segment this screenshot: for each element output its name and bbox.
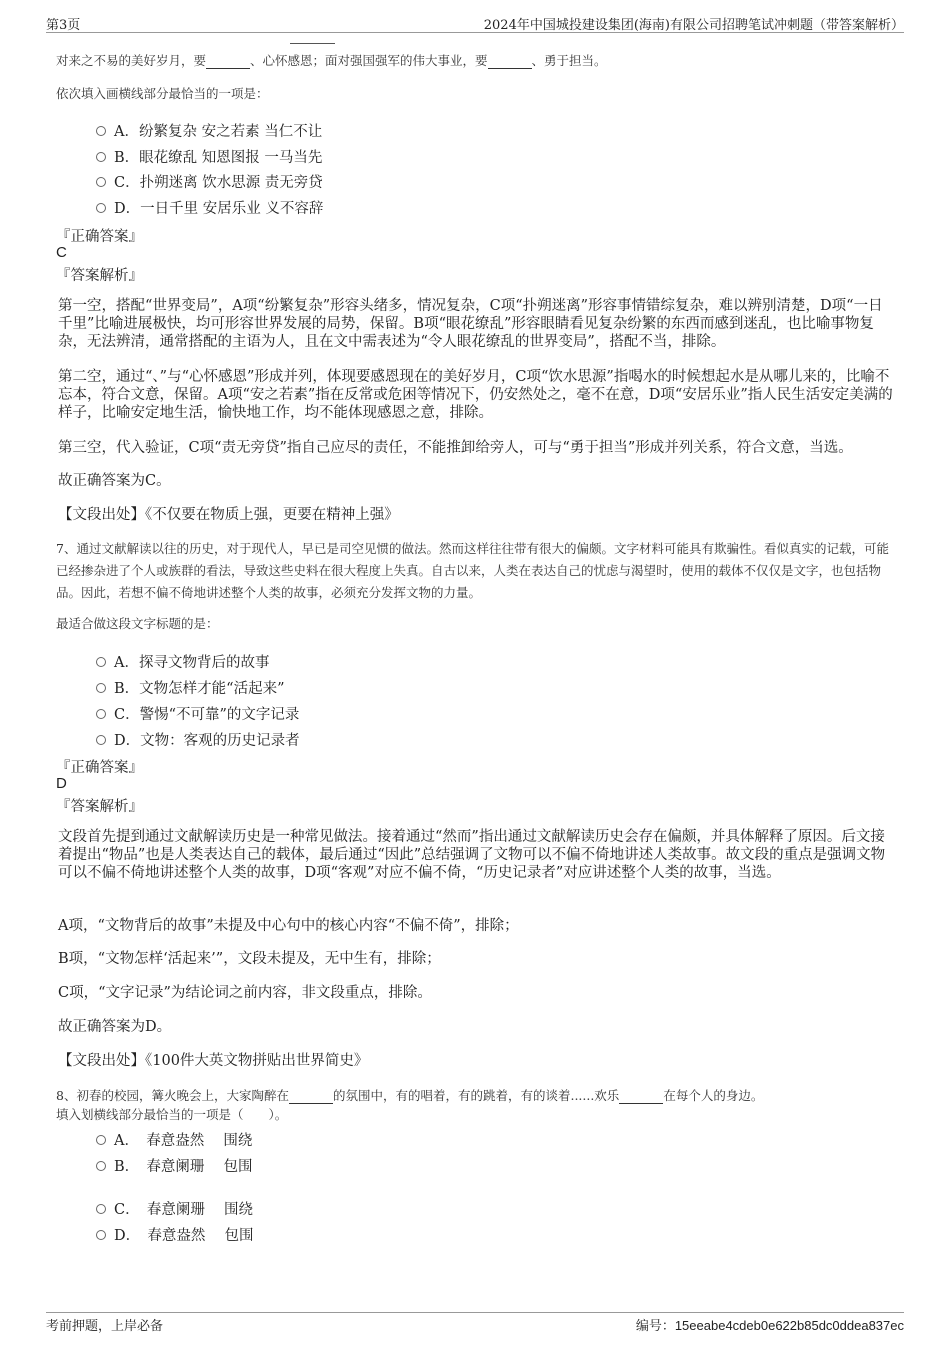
q8-stem bbox=[56, 1086, 763, 1104]
q7-analysis-p5: 故正确答案为D。 bbox=[58, 1019, 172, 1035]
q7-prompt: 最适合做这段文字标题的是： bbox=[56, 616, 219, 631]
radio-icon[interactable] bbox=[96, 126, 106, 136]
code-label: 编号： bbox=[635, 1319, 675, 1334]
radio-icon[interactable] bbox=[96, 1230, 106, 1240]
q7-answer: D bbox=[56, 775, 67, 792]
radio-icon[interactable] bbox=[96, 177, 106, 187]
q7-answer-label: 『正确答案』 bbox=[56, 760, 143, 776]
q6-option-b[interactable] bbox=[96, 146, 322, 167]
option-label: C． 春意阑珊 围绕 bbox=[114, 1202, 253, 1218]
page-header bbox=[46, 14, 904, 33]
radio-icon[interactable] bbox=[96, 735, 106, 745]
q6-analysis-p1: 第一空，搭配“世界变局”，A项“纷繁复杂”形容头绪多，情况复杂，C项“扑朔迷离”形容事情错综复杂，难以辨别清楚，D项“一日千里”比喻进展极快，均可形容世界发展的局势，保留。B项“眼花缭乱”形容眼睛看见复杂纷繁的东西而感到迷乱，也比喻事物复杂，无法辨清，通常搭配的主语为人，且在文中需表述为“令人眼花缭乱的世界变局”，搭配不当，排除。 bbox=[58, 298, 883, 350]
q7-analysis-p2: A项，“文物背后的故事”未提及中心句中的核心内容“不偏不倚”，排除； bbox=[58, 918, 519, 934]
q7-option-c[interactable] bbox=[96, 703, 299, 724]
q8-option-a[interactable] bbox=[96, 1129, 252, 1150]
blank bbox=[488, 53, 532, 69]
blank bbox=[619, 1088, 663, 1104]
q8-stem-part: 在每个人的身边。 bbox=[663, 1088, 764, 1103]
q8-option-c[interactable] bbox=[96, 1198, 253, 1219]
radio-icon[interactable] bbox=[96, 1204, 106, 1214]
q6-prompt: 依次填入画横线部分最恰当的一项是： bbox=[56, 86, 269, 101]
blank bbox=[289, 1088, 333, 1104]
q7-analysis-label: 『答案解析』 bbox=[56, 799, 143, 815]
q8-option-b[interactable] bbox=[96, 1155, 253, 1176]
q6-stem-part: 、心怀感恩；面对强国强军的伟大事业，要 bbox=[250, 53, 488, 68]
q7-option-d[interactable] bbox=[96, 729, 300, 750]
q7-analysis-p4: C项，“文字记录”为结论词之前内容，非文段重点，排除。 bbox=[58, 985, 432, 1001]
code-value: 15eeabe4cdeb0e622b85dc0ddea837ec bbox=[674, 1318, 904, 1333]
radio-icon[interactable] bbox=[96, 683, 106, 693]
q6-analysis-p3: 第三空，代入验证，C项“责无旁贷”指自己应尽的责任，不能推卸给旁人，可与“勇于担当”形成并列关系，符合文意，当选。 bbox=[58, 440, 853, 456]
page-number: 第3页 bbox=[46, 18, 81, 33]
option-label: B．眼花缭乱 知恩图报 一马当先 bbox=[114, 150, 323, 166]
q6-option-d[interactable] bbox=[96, 197, 323, 218]
q6-answer: C bbox=[56, 244, 67, 261]
document-title: 2024年中国城投建设集团(海南)有限公司招聘笔试冲刺题（带答案解析） bbox=[483, 18, 904, 33]
q6-stem-part: 对来之不易的美好岁月，要 bbox=[56, 53, 207, 68]
option-label: D．文物：客观的历史记录者 bbox=[114, 733, 300, 749]
blank bbox=[206, 53, 250, 69]
q6-analysis-label: 『答案解析』 bbox=[56, 268, 143, 284]
q6-source: 【文段出处】《不仅要在物质上强，更要在精神上强》 bbox=[58, 507, 399, 523]
option-label: A．纷繁复杂 安之若素 当仁不让 bbox=[114, 124, 323, 140]
q6-answer-label: 『正确答案』 bbox=[56, 229, 143, 245]
radio-icon[interactable] bbox=[96, 203, 106, 213]
q6-analysis-p2: 第二空，通过“、”与“心怀感恩”形成并列，体现要感恩现在的美好岁月，C项“饮水思源”指喝水的时候想起水是从哪儿来的，比喻不忘本，符合文意，保留。A项“安之若素”指在反常或危困等情况下，仍安然处之，毫不在意，D项“安居乐业”指人民生活安定美满的样子，比喻安定地生活，愉快地工作，均不能体现感恩之意，排除。 bbox=[58, 369, 893, 421]
radio-icon[interactable] bbox=[96, 709, 106, 719]
divider bbox=[290, 43, 335, 44]
option-label: A．探寻文物背后的故事 bbox=[114, 655, 270, 671]
option-label: D．一日千里 安居乐业 义不容辞 bbox=[114, 201, 324, 217]
q8-prompt: 填入划横线部分最恰当的一项是（ ）。 bbox=[56, 1107, 288, 1122]
q6-option-c[interactable] bbox=[96, 171, 323, 192]
q7-stem: 7、通过文献解读以往的历史，对于现代人，早已是司空见惯的做法。然而这样往往带有很大的偏颇。文字材料可能具有欺骗性。看似真实的记载，可能已经掺杂进了个人或族群的看法，导致这些史料在很大程度上失真。自古以来，人类在表达自己的忧虑与渴望时，使用的载体不仅仅是文字，也包括物品。因此，若想不偏不倚地讲述整个人类的故事，必须充分发挥文物的力量。 bbox=[56, 541, 889, 600]
q7-option-a[interactable] bbox=[96, 651, 269, 672]
q8-option-d[interactable] bbox=[96, 1224, 253, 1245]
option-label: D． 春意盎然 包围 bbox=[114, 1228, 254, 1244]
radio-icon[interactable] bbox=[96, 152, 106, 162]
page-footer bbox=[46, 1312, 904, 1335]
q7-option-b[interactable] bbox=[96, 677, 284, 698]
option-label: C．扑朔迷离 饮水思源 责无旁贷 bbox=[114, 175, 323, 191]
q8-stem-part: 的氛围中，有的唱着，有的跳着，有的谈着......欢乐 bbox=[332, 1088, 620, 1103]
footer-slogan: 考前押题，上岸必备 bbox=[46, 1319, 164, 1334]
q7-analysis-p1: 文段首先提到通过文献解读历史是一种常见做法。接着通过“然而”指出通过文献解读历史会存在偏颇，并具体解释了原因。后文接着提出“物品”也是人类表达自己的载体，最后通过“因此”总结强调了文物可以不偏不倚地讲述人类故事。故文段的重点是强调文物可以不偏不倚地讲述整个人类的故事，D项“客观”对应不偏不倚，“历史记录者”对应讲述整个人类的故事，当选。 bbox=[58, 829, 886, 881]
option-label: C．警惕“不可靠”的文字记录 bbox=[114, 707, 300, 723]
q7-source: 【文段出处】《100件大英文物拼贴出世界简史》 bbox=[58, 1053, 369, 1069]
option-label: B． 春意阑珊 包围 bbox=[114, 1159, 253, 1175]
option-label: A． 春意盎然 围绕 bbox=[114, 1133, 253, 1149]
q6-analysis-p4: 故正确答案为C。 bbox=[58, 473, 171, 489]
q6-option-a[interactable] bbox=[96, 120, 322, 141]
q6-stem-line bbox=[56, 51, 607, 69]
q6-stem-part: 、勇于担当。 bbox=[531, 53, 607, 68]
q8-stem-part: 8、初春的校园，篝火晚会上，大家陶醉在 bbox=[56, 1088, 289, 1103]
document-id bbox=[636, 1315, 904, 1334]
option-label: B．文物怎样才能“活起来” bbox=[114, 681, 285, 697]
q7-analysis-p3: B项，“文物怎样‘活起来’”，文段未提及，无中生有，排除； bbox=[58, 951, 441, 967]
radio-icon[interactable] bbox=[96, 1161, 106, 1171]
radio-icon[interactable] bbox=[96, 657, 106, 667]
radio-icon[interactable] bbox=[96, 1135, 106, 1145]
